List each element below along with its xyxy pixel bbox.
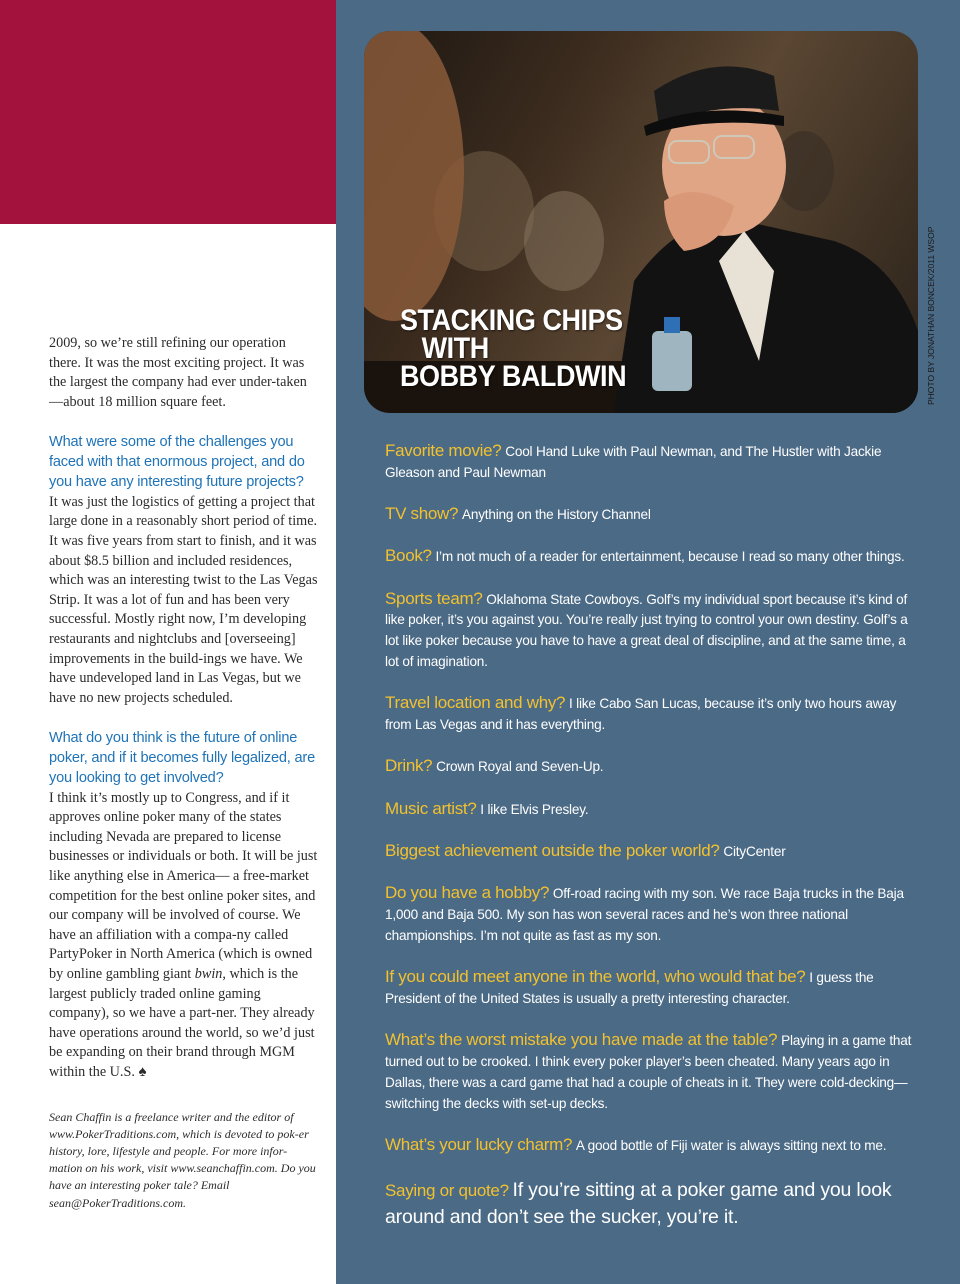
- spade-end-mark-icon: ♠: [138, 1064, 147, 1080]
- title-line-1: STACKING CHIPS: [400, 304, 623, 337]
- answer-online-poker: I think it’s mostly up to Congress, and if it approves online poker many of the states including Nevada are prepared to license businesses or individuals or both. It will be just like anything else in America— a free-market competition for the best online poker sites, and our company will be involved of course. We have an affiliation with a compa-ny called PartyPoker in North America (which is owned by online gambling giant bwin, which is the largest publicly traded online gaming company), so we have a part-ner. They already have operations around the world, so we’d just be expanding on their brand through MGM within the U.S. ♠: [49, 789, 318, 1080]
- feature-title: [400, 304, 627, 393]
- qa-item-worst-mistake: What’s the worst mistake you have made at the table? Playing in a game that turned out to be crooked. I think every poker player’s been cheated. Many years ago in Dallas, there was a card game that had a couple of cheats in it. They were cold-decking—switching the decks with set-up decks.: [385, 1030, 912, 1111]
- title-line-2: WITH: [421, 332, 489, 365]
- qa-item-sports: Sports team? Oklahoma State Cowboys. Golf’s my individual sport because it’s kind of like poker, it’s you against you. You’re really just trying to control your own destiny. Golf’s a lot like poker because you have to have a great deal of discipline, and at the same time, a lot of imagination.: [385, 588, 908, 670]
- qa-item-movie: Favorite movie? Cool Hand Luke with Paul Newman, and The Hustler with Jackie Gleason and Paul Newman: [385, 441, 882, 480]
- qa-list: [385, 441, 915, 1252]
- answer-challenges: It was just the logistics of getting a project that large done in a reasonably short period of time. It was five years from start to finish, and it was about $8.5 billion and included residences, which was an interesting twist to the Las Vegas Strip. It was a lot of fun and has been very successful. Mostly right now, I’m developing restaurants and nightclubs and [overseeing] improvements in the build-ings we have. We have undeveloped land in Las Vegas, but we have no new projects scheduled.: [49, 493, 318, 706]
- qa-item-lucky-charm: What’s your lucky charm? A good bottle of Fiji water is always sitting next to me.: [385, 1135, 887, 1155]
- portrait-photo: [364, 31, 918, 413]
- photo-credit: PHOTO BY JONATHAN BONCEK/2011 WSOP: [926, 226, 936, 405]
- qa-item-achievement: Biggest achievement outside the poker world? CityCenter: [385, 841, 786, 861]
- title-line-3: BOBBY BALDWIN: [400, 360, 627, 393]
- qa-item-drink: Drink? Crown Royal and Seven-Up.: [385, 756, 604, 776]
- qa-item-meet-anyone: If you could meet anyone in the world, who would that be? I guess the President of the United States is usually a pretty interesting character.: [385, 967, 874, 1007]
- question-online-poker: What do you think is the future of online poker, and if it becomes fully legalized, are you looking to get involved?: [49, 730, 316, 786]
- intro-paragraph: 2009, so we’re still refining our operation there. It was the most exciting project. It was the largest the company had ever under-taken—about 18 million square feet.: [49, 335, 307, 410]
- qa-item-travel: Travel location and why? I like Cabo San Lucas, because it’s only two hours away from Las Vegas and it has everything.: [385, 693, 897, 733]
- qa-item-hobby: Do you have a hobby? Off-road racing with my son. We race Baja trucks in the Baja 1,000 and Baja 500. My son has won several races and he’s won three national championships. I’m not quite as fast as my son.: [385, 883, 904, 943]
- author-bio: Sean Chaffin is a freelance writer and the editor of www.PokerTraditions.com, which is devoted to pok-er history, lore, lifestyle and people. For more infor-mation on his work, visit www.seanchaffin.com. Do you have an interesting poker tale? Email sean@PokerTraditions.com.: [49, 1109, 316, 1210]
- red-color-block: [0, 0, 336, 224]
- qa-item-quote: Saying or quote? If you’re sitting at a poker game and you look around and don’t see the sucker, you’re it.: [385, 1179, 892, 1229]
- left-article-column: [49, 334, 319, 1212]
- qa-item-book: Book? I’m not much of a reader for entertainment, because I read so many other things.: [385, 546, 905, 566]
- qa-item-music: Music artist? I like Elvis Presley.: [385, 798, 589, 818]
- question-challenges: What were some of the challenges you faced with that enormous project, and do you have any interesting future projects?: [49, 434, 305, 490]
- qa-item-tv: TV show? Anything on the History Channel: [385, 504, 651, 524]
